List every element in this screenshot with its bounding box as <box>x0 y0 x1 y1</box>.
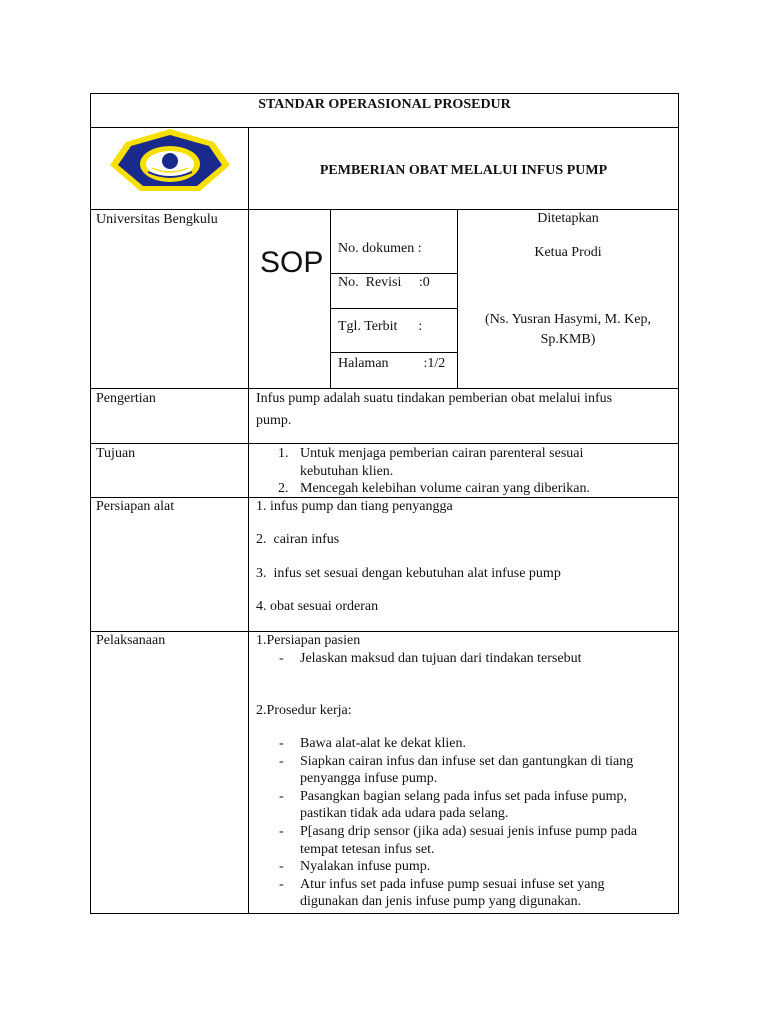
doc-issue-date: Tgl. Terbit : <box>338 319 423 334</box>
dash-bullet: - <box>279 859 284 875</box>
work-procedure-text: Atur infus set pada infuse pump sesuai infuse set yang <box>300 876 605 892</box>
objective-item <box>278 445 668 480</box>
objective-number: 2. <box>278 481 289 497</box>
definition-label: Pengertian <box>96 391 156 406</box>
approver-role: Ketua Prodi <box>534 245 602 260</box>
procedure-title: PEMBERIAN OBAT MELALUI INFUS PUMP <box>319 163 608 178</box>
work-procedure-text: Pasangkan bagian selang pada infus set pada infuse pump, <box>300 788 627 804</box>
work-procedure-text: Nyalakan infuse pump. <box>300 859 431 875</box>
work-procedure-item <box>279 876 674 911</box>
objective-number: 1. <box>278 446 289 461</box>
work-procedure-item <box>279 823 674 858</box>
equipment-item: 2. cairan infus <box>256 532 340 547</box>
definition-text-line2: pump. <box>256 413 292 428</box>
patient-prep-list <box>279 650 669 668</box>
objective-label: Tujuan <box>96 446 136 461</box>
dash-bullet: - <box>279 651 284 666</box>
execution-label: Pelaksanaan <box>96 633 166 648</box>
approver-name: (Ns. Yusran Hasymi, M. Kep, <box>485 312 651 327</box>
patient-prep-heading: 1.Persiapan pasien <box>256 633 361 648</box>
objective-list <box>278 445 668 498</box>
doc-revision: No. Revisi :0 <box>338 275 430 290</box>
objective-text-line1: Mencegah kelebihan volume cairan yang diberikan. <box>300 481 590 497</box>
institution-name: Universitas Bengkulu <box>96 212 218 227</box>
sop-label: SOP <box>260 246 324 279</box>
dash-bullet: - <box>279 788 284 804</box>
work-procedure-text: Siapkan cairan infus dan infuse set dan gantungkan di tiang <box>300 753 634 769</box>
work-procedure-item <box>279 735 674 753</box>
dash-bullet: - <box>279 876 284 892</box>
definition-text-line1: Infus pump adalah suatu tindakan pemberian obat melalui infus <box>256 391 613 406</box>
equipment-item: 3. infus set sesuai dengan kebutuhan alat infuse pump <box>256 566 561 581</box>
work-procedure-heading: 2.Prosedur kerja: <box>256 703 352 718</box>
equipment-item: 4. obat sesuai orderan <box>256 599 379 614</box>
equipment-label: Persiapan alat <box>96 499 175 514</box>
work-procedure-text: pastikan tidak ada udara pada selang. <box>300 806 509 822</box>
work-procedure-text: tempat tetesan infus set. <box>300 841 435 857</box>
work-procedure-list <box>279 735 674 911</box>
work-procedure-text: penyangga infuse pump. <box>300 771 438 787</box>
work-procedure-item <box>279 788 674 823</box>
university-logo <box>108 128 232 196</box>
work-procedure-text: digunakan dan jenis infuse pump yang digunakan. <box>300 894 582 910</box>
work-procedure-text: P[asang drip sensor (jika ada) sesuai jenis infuse pump pada <box>300 823 638 839</box>
dash-bullet: - <box>279 753 284 769</box>
work-procedure-text: Bawa alat-alat ke dekat klien. <box>300 736 466 751</box>
objective-item <box>278 480 668 498</box>
patient-prep-text: Jelaskan maksud dan tujuan dari tindakan tersebut <box>300 651 582 666</box>
approval-label: Ditetapkan <box>537 211 599 226</box>
university-logo-emblem <box>108 128 232 196</box>
equipment-item: 1. infus pump dan tiang penyangga <box>256 499 453 514</box>
document-title: STANDAR OPERASIONAL PROSEDUR <box>258 97 511 112</box>
work-procedure-item <box>279 753 674 788</box>
dash-bullet: - <box>279 823 284 839</box>
dash-bullet: - <box>279 736 284 751</box>
objective-text-line2: kebutuhan klien. <box>300 463 394 479</box>
doc-page: Halaman :1/2 <box>338 356 446 371</box>
approver-title: Sp.KMB) <box>540 332 596 347</box>
patient-prep-item <box>279 650 669 668</box>
doc-number: No. dokumen : <box>338 241 422 256</box>
work-procedure-item <box>279 858 674 876</box>
objective-text-line1: Untuk menjaga pemberian cairan parenteral sesuai <box>300 446 584 461</box>
